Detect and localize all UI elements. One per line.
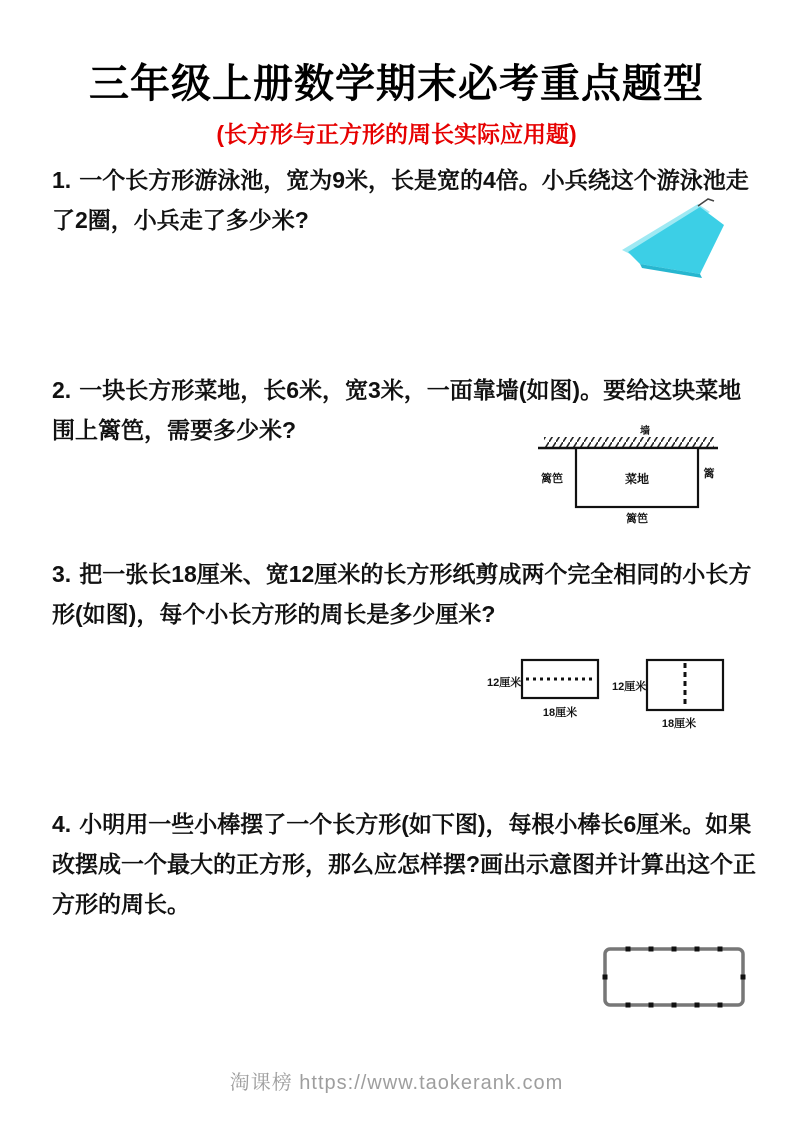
stick-joint [695, 1003, 700, 1008]
paper-right-width-label: 18厘米 [661, 718, 697, 730]
question-3-number: 3. [52, 561, 72, 587]
pool-ladder [698, 199, 714, 206]
question-1-number: 1. [52, 167, 72, 193]
stick-joint [649, 1003, 654, 1008]
stick-joint [718, 947, 723, 952]
stick-joint [672, 947, 677, 952]
wall-hatching [544, 437, 714, 447]
page-title: 三年级上册数学期末必考重点题型 [89, 62, 704, 106]
stick-joint [695, 947, 700, 952]
fence-right-label: 篱 [703, 468, 715, 480]
question-3-text: 把一张长18厘米、宽12厘米的长方形纸剪成两个完全相同的小长方形(如图)，每个小长方形的周长是多少厘米? [52, 561, 752, 627]
paper-right-height-label: 12厘米 [612, 681, 647, 693]
question-1-text: 一个长方形游泳池，宽为9米，长是宽的4倍。小兵绕这个游泳池走了2圈，小兵走了多少米? [52, 167, 749, 233]
stick-joint [649, 947, 654, 952]
question-4 [52, 804, 758, 924]
stick-joint [741, 975, 746, 980]
paper-cut-diagrams [486, 652, 758, 738]
question-2-number: 2. [52, 377, 72, 403]
watermark-footer: 淘课榜 https://www.taokerank.com [229, 1072, 564, 1094]
stick-joint [603, 975, 608, 980]
stick-joint [626, 947, 631, 952]
fence-bottom-label: 篱笆 [626, 513, 648, 525]
question-4-text: 小明用一些小棒摆了一个长方形(如下图)，每根小棒长6厘米。如果改摆成一个最大的正方形，那么应怎样摆?画出示意图并计算出这个正方形的周长。 [52, 811, 757, 917]
question-2-text: 一块长方形菜地，长6米，宽3米，一面靠墙(如图)。要给这块菜地围上篱笆，需要多少米? [52, 377, 742, 443]
swimming-pool-illustration [598, 192, 753, 284]
fence-left-label: 篱笆 [541, 473, 563, 485]
stick-joint [718, 1003, 723, 1008]
paper-left-height-label: 12厘米 [487, 677, 522, 689]
garden-diagram [528, 420, 760, 528]
wall-label: 墙 [640, 426, 650, 437]
paper-left-width-label: 18厘米 [542, 707, 578, 719]
garden-plot-label: 菜地 [624, 472, 650, 486]
question-3 [52, 554, 758, 634]
stick-joint [672, 1003, 677, 1008]
stick-rectangle-diagram [600, 942, 748, 1012]
stick-rect-outline [605, 949, 743, 1005]
page-subtitle: (长方形与正方形的周长实际应用题) [216, 121, 577, 147]
stick-joint [626, 1003, 631, 1008]
question-4-number: 4. [52, 811, 72, 837]
